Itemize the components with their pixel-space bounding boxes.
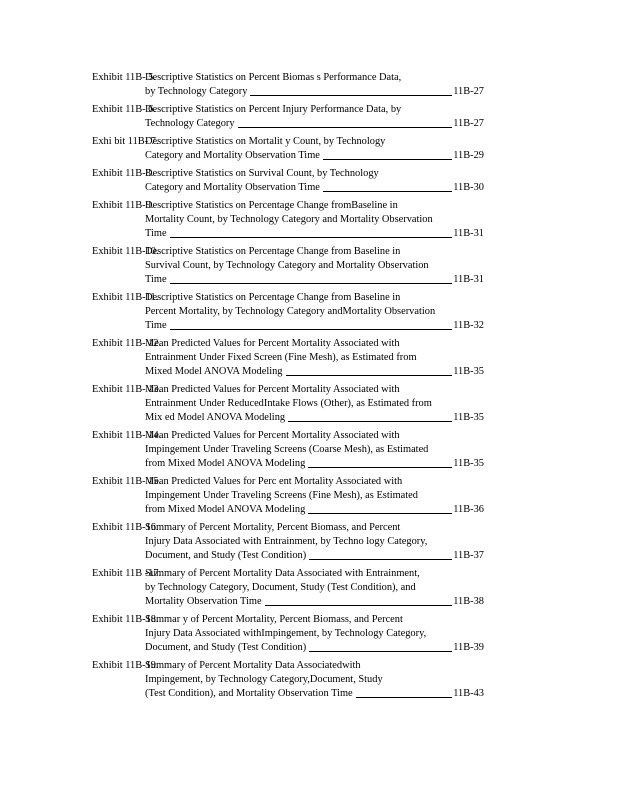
exhibit-label: Exhibit 11B- 13. <box>92 384 162 395</box>
exhibit-label: Exhibit 11B-11. <box>92 292 159 303</box>
exhibit-title-end: from Mixed Model ANOVA Modeling <box>145 458 306 469</box>
exhibit-title-last-line <box>145 687 484 701</box>
exhibit-entry[interactable] <box>92 291 492 333</box>
exhibit-title-line: Injury Data Associated withImpingement, by Technology Category, <box>145 628 427 639</box>
exhibit-title-line: Descriptive Statistics on Mortalit y Count, by Technology <box>145 136 386 147</box>
exhibit-title-line: Mortality Count, by Technology Category and Mortality Observation <box>145 214 433 225</box>
exhibit-label: Exhibit 11B-10. <box>92 246 159 257</box>
exhibit-label: Exhibit 11B-9. <box>92 200 154 211</box>
exhibit-title-line: Injury Data Associated with Entrainment, by Techno logy Category, <box>145 536 428 547</box>
exhibit-label: Exhibit 11B- 6. <box>92 104 156 115</box>
exhibit-title-line: Survival Count, by Technology Category and Mortality Observation <box>145 260 429 271</box>
exhibit-title-end: (Test Condition), and Mortality Observation Time <box>145 688 353 699</box>
exhibit-title <box>145 613 492 655</box>
exhibit-title-line: Summary of Percent Mortality Data Associated with Entrainment, <box>145 568 420 579</box>
dot-leader <box>309 651 452 652</box>
dot-leader <box>323 191 452 192</box>
page-number[interactable]: 11B-27 <box>453 118 484 129</box>
exhibit-entry[interactable] <box>92 521 492 563</box>
exhibit-title-last-line <box>145 85 484 99</box>
exhibit-label: Exhibit 11B-18. <box>92 614 159 625</box>
page-number[interactable]: 11B-38 <box>453 596 484 607</box>
exhibit-label: Exhibit 11B- 14. <box>92 430 162 441</box>
exhibit-entry[interactable] <box>92 199 492 241</box>
exhibit-title-last-line <box>145 273 484 287</box>
exhibit-entry[interactable] <box>92 103 492 131</box>
dot-leader <box>170 283 453 284</box>
exhibit-title-last-line <box>145 149 484 163</box>
exhibit-title-last-line <box>145 227 484 241</box>
exhibit-entry[interactable] <box>92 71 492 99</box>
exhibit-title <box>145 659 492 701</box>
exhibit-title-end: from Mixed Model ANOVA Modeling <box>145 504 306 515</box>
exhibit-title-line: Mean Predicted Values for Percent Mortality Associated with <box>145 384 400 395</box>
dot-leader <box>288 421 452 422</box>
exhibit-entry[interactable] <box>92 475 492 517</box>
dot-leader <box>170 329 453 330</box>
dot-leader <box>250 95 452 96</box>
exhibit-title-line: Impingement, by Technology Category,Document, Study <box>145 674 383 685</box>
dot-leader <box>238 127 453 128</box>
exhibit-title <box>145 475 492 517</box>
exhibit-entry[interactable] <box>92 245 492 287</box>
exhibit-title <box>145 567 492 609</box>
exhibit-title-end: by Technology Category <box>145 86 248 97</box>
exhibit-title-last-line <box>145 595 484 609</box>
dot-leader <box>323 159 452 160</box>
exhibit-title <box>145 199 492 241</box>
dot-leader <box>309 559 452 560</box>
exhibit-label: Exhibit 11B-16. <box>92 522 159 533</box>
exhibit-title <box>145 521 492 563</box>
exhibit-title-line: Descriptive Statistics on Percentage Change from Baseline in <box>145 246 401 257</box>
exhibit-title-end: Category and Mortality Observation Time <box>145 182 320 193</box>
exhibit-title-line: Summar y of Percent Mortality, Percent Biomass, and Percent <box>145 614 403 625</box>
exhibit-title-last-line <box>145 365 484 379</box>
page-number[interactable]: 11B-35 <box>453 458 484 469</box>
exhibit-title-line: Summary of Percent Mortality, Percent Biomass, and Percent <box>145 522 401 533</box>
exhibit-title-line: Mean Predicted Values for Percent Mortality Associated with <box>145 338 400 349</box>
dot-leader <box>356 697 453 698</box>
exhibit-entry[interactable] <box>92 383 492 425</box>
exhibit-title-line: Percent Mortality, by Technology Category andMortality Observation <box>145 306 436 317</box>
exhibit-title <box>145 245 492 287</box>
exhibit-entry[interactable] <box>92 659 492 701</box>
dot-leader <box>265 605 453 606</box>
exhibit-title-line: Entrainment Under Fixed Screen (Fine Mesh), as Estimated from <box>145 352 417 363</box>
page-number[interactable]: 11B-32 <box>453 320 484 331</box>
exhibit-label: Exhi bit 11B- 7. <box>92 136 159 147</box>
exhibit-title-end: Technology Category <box>145 118 235 129</box>
exhibit-entry[interactable] <box>92 135 492 163</box>
exhibit-title <box>145 71 492 99</box>
exhibit-title-end: Time <box>145 320 167 331</box>
exhibit-title-line: Descriptive Statistics on Survival Count, by Technology <box>145 168 379 179</box>
exhibit-title-line: Mean Predicted Values for Percent Mortality Associated with <box>145 430 400 441</box>
exhibit-title-last-line <box>145 117 484 131</box>
exhibit-label: Exhibit 11B- 5. <box>92 72 156 83</box>
exhibit-title <box>145 429 492 471</box>
dot-leader <box>286 375 453 376</box>
exhibit-title-line: Impingement Under Traveling Screens (Fine Mesh), as Estimated <box>145 490 418 501</box>
dot-leader <box>170 237 453 238</box>
exhibit-title-last-line <box>145 641 484 655</box>
exhibit-label: Exhibit 11B -17. <box>92 568 162 579</box>
page-number[interactable]: 11B-27 <box>453 86 484 97</box>
exhibit-title-line: Descriptive Statistics on Percent Biomas s Performance Data, <box>145 72 402 83</box>
page-number[interactable]: 11B-35 <box>453 412 484 423</box>
exhibit-title-last-line <box>145 549 484 563</box>
page-number[interactable]: 11B-43 <box>453 688 484 699</box>
exhibit-entry[interactable] <box>92 567 492 609</box>
exhibit-title-end: Document, and Study (Test Condition) <box>145 550 307 561</box>
page-number[interactable]: 11B-31 <box>453 228 484 239</box>
exhibit-title-end: Time <box>145 228 167 239</box>
exhibit-title-end: Document, and Study (Test Condition) <box>145 642 307 653</box>
table-of-exhibits <box>92 71 492 705</box>
exhibit-title <box>145 291 492 333</box>
exhibit-title-last-line <box>145 411 484 425</box>
exhibit-label: Exhibit 11B-8. <box>92 168 154 179</box>
exhibit-title-line: Descriptive Statistics on Percentage Change from Baseline in <box>145 292 401 303</box>
exhibit-label: Exhibit 11B- 15. <box>92 476 162 487</box>
exhibit-title-end: Mix ed Model ANOVA Modeling <box>145 412 286 423</box>
exhibit-title-line: Impingement Under Traveling Screens (Coarse Mesh), as Estimated <box>145 444 429 455</box>
exhibit-title-line: Entrainment Under ReducedIntake Flows (Other), as Estimated from <box>145 398 432 409</box>
exhibit-title <box>145 167 492 195</box>
page-number[interactable]: 11B-35 <box>453 366 484 377</box>
exhibit-title-line: Summary of Percent Mortality Data Associatedwith <box>145 660 361 671</box>
page-number[interactable]: 11B-29 <box>453 150 484 161</box>
page-number[interactable]: 11B-37 <box>453 550 484 561</box>
exhibit-title <box>145 383 492 425</box>
exhibit-title <box>145 135 492 163</box>
dot-leader <box>308 513 452 514</box>
exhibit-label: Exhibit 11B-19. <box>92 660 159 671</box>
exhibit-title-line: Mean Predicted Values for Perc ent Mortality Associated with <box>145 476 403 487</box>
dot-leader <box>308 467 452 468</box>
exhibit-label: Exhibit 11B- 12. <box>92 338 162 349</box>
exhibit-title-line: Descriptive Statistics on Percent Injury Performance Data, by <box>145 104 402 115</box>
page-number[interactable]: 11B-31 <box>453 274 484 285</box>
exhibit-title-end: Mixed Model ANOVA Modeling <box>145 366 283 377</box>
exhibit-title-last-line <box>145 319 484 333</box>
exhibit-title <box>145 337 492 379</box>
exhibit-title-line: Descriptive Statistics on Percentage Change fromBaseline in <box>145 200 398 211</box>
exhibit-title <box>145 103 492 131</box>
exhibit-title-line: by Technology Category, Document, Study (Test Condition), and <box>145 582 416 593</box>
page-number[interactable]: 11B-39 <box>453 642 484 653</box>
exhibit-title-last-line <box>145 181 484 195</box>
exhibit-entry[interactable] <box>92 429 492 471</box>
exhibit-entry[interactable] <box>92 337 492 379</box>
exhibit-title-end: Time <box>145 274 167 285</box>
exhibit-title-end: Mortality Observation Time <box>145 596 262 607</box>
exhibit-title-end: Category and Mortality Observation Time <box>145 150 320 161</box>
exhibit-entry[interactable] <box>92 613 492 655</box>
exhibit-entry[interactable] <box>92 167 492 195</box>
exhibit-title-last-line <box>145 457 484 471</box>
page-number[interactable]: 11B-30 <box>453 182 484 193</box>
page-number[interactable]: 11B-36 <box>453 504 484 515</box>
exhibit-title-last-line <box>145 503 484 517</box>
